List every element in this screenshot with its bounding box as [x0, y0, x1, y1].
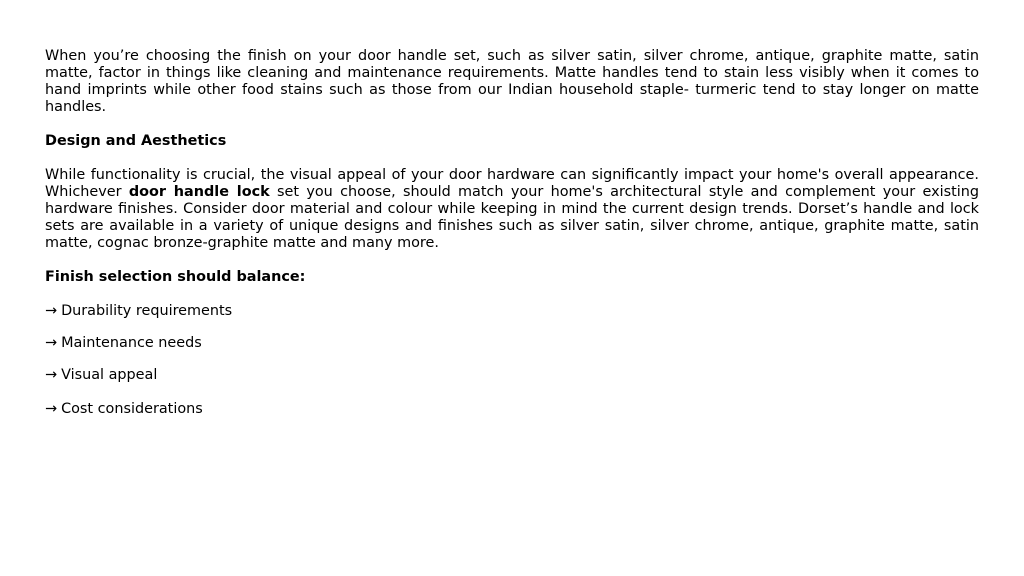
spacer: [45, 320, 979, 335]
spacer: [45, 116, 979, 133]
design-heading: Design and Aesthetics: [45, 133, 227, 149]
document-body: [45, 48, 979, 418]
arrow-icon: →: [45, 335, 58, 351]
spacer: [45, 286, 979, 303]
list-item-visual-appeal: [45, 367, 979, 384]
spacer: [45, 352, 979, 367]
arrow-icon: →: [45, 367, 58, 383]
list-item-durability: [45, 303, 979, 320]
design-text-start: While functionality is crucial, the visual appeal of your door hardware can significantly impact your home's overall appearance. Whichever: [45, 167, 979, 200]
intro-paragraph: When you’re choosing the finish on your door handle set, such as silver satin, silver chrome, antique, graphite matte, satin matte, factor in things like cleaning and maintenance requirements. Matte handles tend to stain less visibly when it comes to hand imprints while other food stains such as those from our Indian household staple- turmeric tend to stay longer on matte handles.: [45, 48, 979, 115]
spacer: [45, 384, 979, 401]
finish-heading: Finish selection should balance:: [45, 269, 306, 285]
list-item-label: Visual appeal: [61, 367, 158, 383]
door-handle-lock-link-text: door handle lock: [128, 184, 270, 200]
arrow-icon: →: [45, 401, 58, 417]
list-item-label: Durability requirements: [61, 303, 233, 319]
design-text-end: set you choose, should match your home's architectural style and complement your existing hardware finishes. Consider door material and colour while keeping in mind the current design trends. Dorset’s handle and lock sets are available in a variety of unique designs and finishes such as silver satin, silver chrome, antique, graphite matte, satin matte, cognac bronze-graphite matte and many more.: [45, 184, 979, 251]
spacer: [45, 252, 979, 269]
list-item-maintenance: [45, 335, 979, 352]
arrow-icon: →: [45, 303, 58, 319]
list-item-label: Maintenance needs: [61, 335, 202, 351]
spacer: [45, 150, 979, 167]
list-item-cost: [45, 401, 979, 418]
design-paragraph: [45, 167, 979, 252]
list-item-label: Cost considerations: [61, 401, 203, 417]
